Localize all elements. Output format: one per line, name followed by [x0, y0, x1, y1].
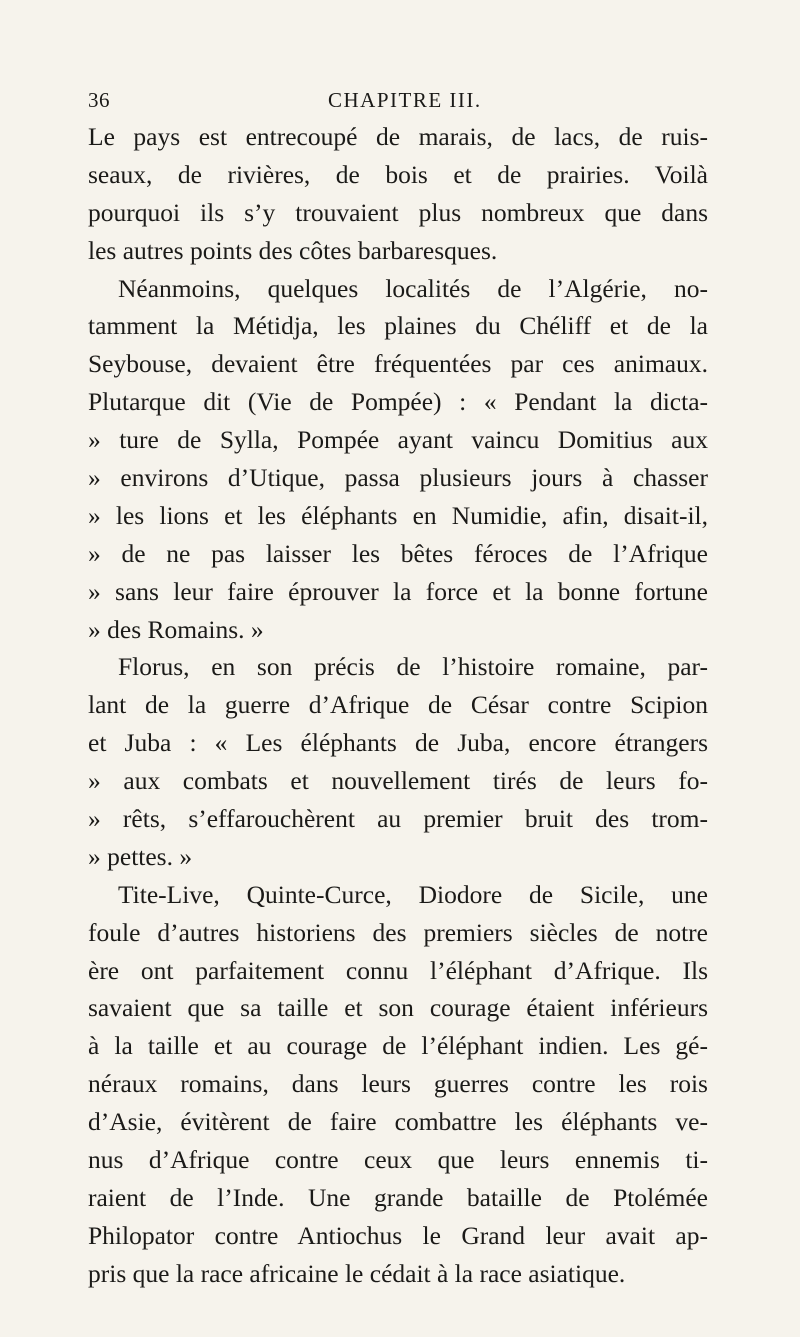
- text-line: Néanmoins, quelques localités de l’Algérie, no-: [118, 273, 708, 303]
- text-line: » des Romains. »: [88, 614, 264, 644]
- text-line: » ture de Sylla, Pompée ayant vaincu Domitius aux: [88, 425, 708, 455]
- text-line: les autres points des côtes barbaresques.: [88, 235, 498, 265]
- text-line: lant de la guerre d’Afrique de César contre Scipion: [88, 690, 708, 720]
- page-header: [88, 88, 708, 118]
- text-line: » les lions et les éléphants en Numidie, afin, disait-il,: [88, 500, 708, 530]
- text-line: » pettes. »: [88, 841, 193, 871]
- text-line: nus d’Afrique contre ceux que leurs ennemis ti-: [88, 1145, 708, 1175]
- text-line: ère ont parfaitement connu l’éléphant d’Afrique. Ils: [88, 955, 708, 985]
- text-line: pourquoi ils s’y trouvaient plus nombreux que dans: [88, 197, 708, 227]
- text-line: Florus, en son précis de l’histoire romaine, par-: [118, 652, 708, 682]
- running-head: CHAPITRE III.: [328, 88, 482, 112]
- text-line: Le pays est entrecoupé de marais, de lacs, de ruis-: [88, 122, 708, 151]
- text-line: Philopator contre Antiochus le Grand leur avait ap-: [88, 1220, 708, 1250]
- text-line: tamment la Métidja, les plaines du Chéliff et de la: [88, 311, 708, 341]
- text-line: » rêts, s’effarouchèrent au premier bruit des trom-: [88, 804, 708, 834]
- text-line: seaux, de rivières, de bois et de prairies. Voilà: [88, 159, 708, 189]
- text-line: à la taille et au courage de l’éléphant indien. Les gé-: [88, 1031, 708, 1061]
- text-line: » aux combats et nouvellement tirés de leurs fo-: [88, 766, 708, 796]
- text-line: » environs d’Utique, passa plusieurs jours à chasser: [88, 463, 708, 493]
- body-text: [88, 118, 708, 1293]
- text-line: » de ne pas laisser les bêtes féroces de l’Afrique: [88, 538, 708, 568]
- text-line: Plutarque dit (Vie de Pompée) : « Pendant la dicta-: [88, 387, 708, 417]
- text-line: » sans leur faire éprouver la force et la bonne fortune: [88, 576, 708, 606]
- text-line: et Juba : « Les éléphants de Juba, encore étrangers: [88, 728, 708, 758]
- text-line: raient de l’Inde. Une grande bataille de Ptolémée: [88, 1182, 708, 1212]
- page-number: 36: [88, 88, 110, 112]
- text-line: néraux romains, dans leurs guerres contre les rois: [88, 1069, 708, 1099]
- text-line: d’Asie, évitèrent de faire combattre les éléphants ve-: [88, 1107, 708, 1137]
- text-line: Tite-Live, Quinte-Curce, Diodore de Sicile, une: [118, 879, 708, 909]
- text-line: pris que la race africaine le cédait à la race asiatique.: [88, 1258, 626, 1288]
- text-line: savaient que sa taille et son courage étaient inférieurs: [88, 993, 708, 1023]
- text-line: foule d’autres historiens des premiers siècles de notre: [88, 917, 708, 947]
- text-line: Seybouse, devaient être fréquentées par ces animaux.: [88, 349, 708, 379]
